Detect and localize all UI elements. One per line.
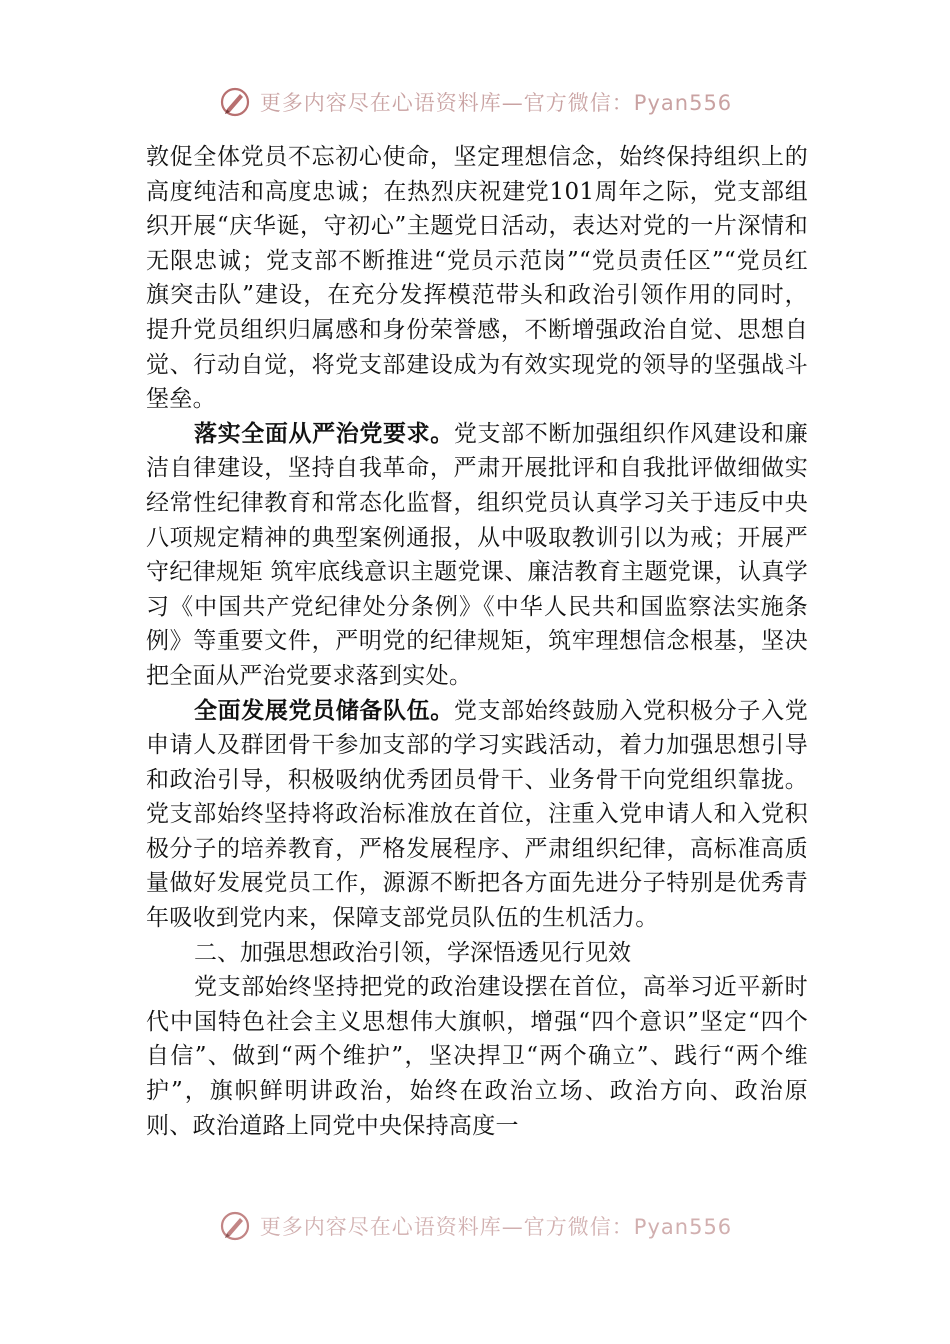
paragraph-1: 敦促全体党员不忘初心使命，坚定理想信念，始终保持组织上的高度纯洁和高度忠诚；在热烈庆祝建党101周年之际，党支部组织开展“庆华诞，守初心”主题党日活动，表达对党的一片深情和无限忠诚；党支部不断推进“党员示范岗”“党员责任区”“党员红旗突击队”建设，在充分发挥模范带头和政治引领作用的同时，提升党员组织归属感和身份荣誉感，不断增强政治自觉、思想自觉、行动自觉，将党支部建设成为有效实现党的领导的坚强战斗堡垒。 [146,144,808,413]
paragraph-2 [146,417,808,694]
watermark-header [0,84,950,120]
paragraph-3-lead: 全面发展党员储备队伍。 [194,697,454,724]
paragraph-2-lead: 落实全面从严治党要求。 [194,420,454,447]
watermark-text: 更多内容尽在心语资料库—官方微信：Pyan556 [259,1215,733,1239]
watermark-footer [0,1208,950,1244]
pen-logo-icon [218,1209,252,1243]
pen-logo-icon [218,85,252,119]
section-heading: 二、加强思想政治引领，学深悟透见行见效 [194,939,631,966]
paragraph-3-text: 党支部始终鼓励入党积极分子入党申请人及群团骨干参加支部的学习实践活动，着力加强思想引导和政治引导，积极吸纳优秀团员骨干、业务骨干向党组织靠拢。党支部始终坚持将政治标准放在首位，注重入党申请人和入党积极分子的培养教育，严格发展程序、严肃组织纪律，高标准高质量做好发展党员工作，源源不断把各方面先进分子特别是优秀青年吸收到党内来，保障支部党员队伍的生机活力。 [146,697,808,932]
paragraph-4: 党支部始终坚持把党的政治建设摆在首位，高举习近平新时代中国特色社会主义思想伟大旗帜，增强“四个意识”坚定“四个自信”、做到“两个维护”，坚决捍卫“两个确立”、践行“两个维护”，旗帜鲜明讲政治，始终在政治立场、政治方向、政治原则、政治道路上同党中央保持高度一 [146,974,808,1139]
paragraph-3 [146,694,808,936]
document-body [146,140,808,1143]
paragraph-2-text: 党支部不断加强组织作风建设和廉洁自律建设，坚持自我革命，严肃开展批评和自我批评做细做实经常性纪律教育和常态化监督，组织党员认真学习关于违反中央八项规定精神的典型案例通报，从中吸取教训引以为戒；开展严守纪律规矩 筑牢底线意识主题党课、廉洁教育主题党课，认真学习《中国共产党纪律处分条例》《中华人民共和国监察法实施条例》等重要文件，严明党的纪律规矩，筑牢理想信念根基，坚决把全面从严治党要求落到实处。 [146,420,808,689]
watermark-text: 更多内容尽在心语资料库—官方微信：Pyan556 [259,91,733,115]
